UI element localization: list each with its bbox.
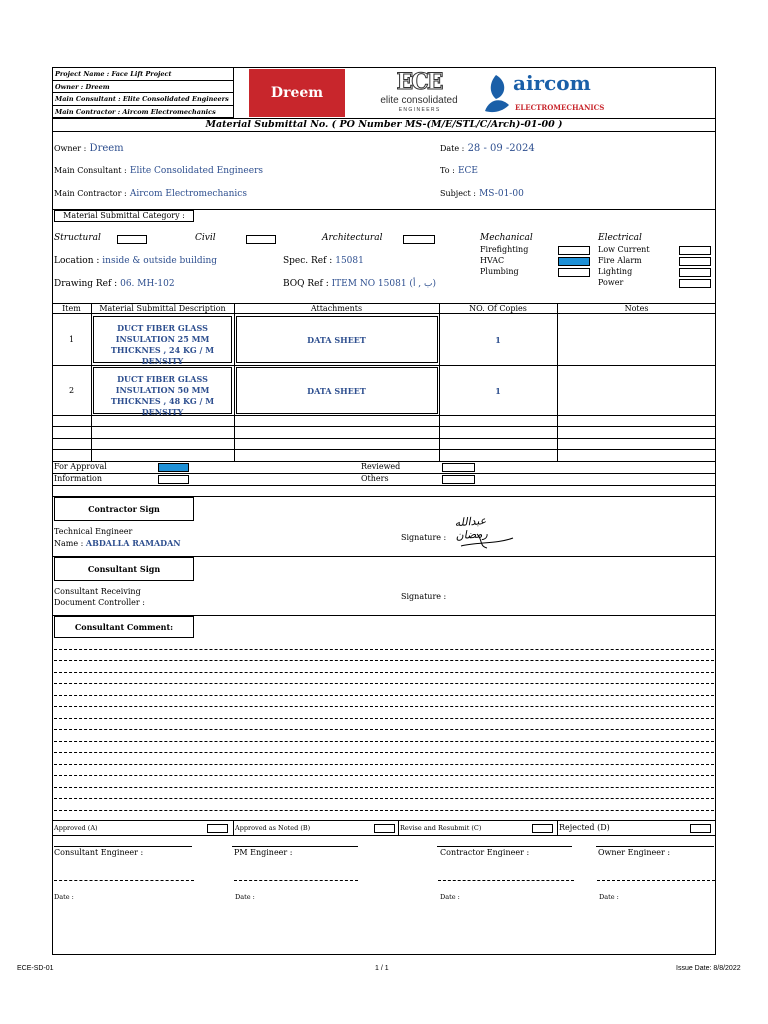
approved-a-label: Approved (A) bbox=[54, 824, 98, 832]
consultant-receiving-label: Consultant Receiving bbox=[54, 587, 141, 596]
consultant-engineer-sign-line[interactable] bbox=[54, 880, 194, 881]
contractor-label: Main Contractor : bbox=[54, 189, 127, 198]
pm-engineer-label: PM Engineer : bbox=[234, 848, 293, 857]
signature-script: عبدالله رمضان bbox=[454, 514, 489, 543]
ece-logo-line2: E N G I N E E R S bbox=[398, 107, 440, 113]
for-approval-checkbox[interactable] bbox=[158, 463, 189, 472]
structural-label: Structural bbox=[54, 233, 101, 243]
comment-line[interactable] bbox=[54, 775, 714, 776]
architectural-label: Architectural bbox=[322, 233, 383, 243]
civil-label: Civil bbox=[195, 233, 216, 243]
contractor-engineer-label: Contractor Engineer : bbox=[440, 848, 530, 857]
boq-label: BOQ Ref : bbox=[283, 279, 329, 289]
owner-value: Dreem bbox=[89, 143, 124, 154]
approved-noted-label: Approved as Noted (B) bbox=[235, 824, 311, 832]
comment-line[interactable] bbox=[54, 672, 714, 673]
to-value: ECE bbox=[457, 166, 478, 176]
spec-row bbox=[283, 256, 364, 266]
signature-flourish-icon bbox=[457, 530, 517, 552]
date-owner: Date : bbox=[599, 893, 619, 901]
date-value: 28 - 09 -2024 bbox=[467, 143, 535, 154]
fire-alarm-label: Fire Alarm bbox=[598, 256, 642, 265]
date-contractor: Date : bbox=[440, 893, 460, 901]
contractor-signature-label: Signature : bbox=[401, 533, 447, 542]
rejected-checkbox[interactable] bbox=[690, 824, 711, 833]
row1-item: 1 bbox=[68, 335, 75, 344]
th-item: Item bbox=[62, 304, 81, 313]
aircom-logo-text: aircom bbox=[513, 71, 591, 95]
consultant-row bbox=[54, 165, 263, 176]
header-owner: Owner : Dreem bbox=[55, 83, 110, 91]
fire-alarm-checkbox[interactable] bbox=[679, 257, 711, 266]
electrical-label: Electrical bbox=[598, 233, 642, 243]
dreem-logo-text: Dreem bbox=[270, 85, 324, 101]
owner-engineer-sign-line[interactable] bbox=[597, 880, 715, 881]
others-checkbox[interactable] bbox=[442, 475, 475, 484]
header-consultant: Main Consultant : Elite Consolidated Engineers bbox=[55, 95, 229, 103]
row2-attachment: DATA SHEET bbox=[307, 386, 366, 396]
comment-line[interactable] bbox=[54, 695, 714, 696]
spec-value: 15081 bbox=[335, 256, 364, 266]
structural-checkbox[interactable] bbox=[117, 235, 147, 244]
th-copies: NO. Of Copies bbox=[469, 304, 527, 313]
others-label: Others bbox=[361, 474, 389, 483]
aircom-fan-icon bbox=[481, 71, 511, 115]
contractor-signature bbox=[455, 514, 520, 554]
footer-page: 1 / 1 bbox=[375, 965, 389, 972]
for-approval-label: For Approval bbox=[54, 462, 107, 471]
consultant-label: Main Consultant : bbox=[54, 166, 127, 175]
ece-logo-line1: elite consolidated bbox=[380, 95, 458, 106]
location-row bbox=[54, 256, 217, 266]
boq-value: ITEM NO 15081 (ب , أ) bbox=[331, 279, 437, 289]
date-pm: Date : bbox=[235, 893, 255, 901]
owner-label-text: Owner : bbox=[54, 144, 87, 153]
boq-row bbox=[283, 279, 436, 289]
pm-engineer-sign-line[interactable] bbox=[234, 880, 358, 881]
ece-logo-mark: ECE bbox=[396, 69, 442, 95]
comment-line[interactable] bbox=[54, 706, 714, 707]
footer-issue-date: Issue Date: 8/8/2022 bbox=[676, 965, 741, 972]
approved-a-checkbox[interactable] bbox=[207, 824, 228, 833]
document-controller-label: Document Controller : bbox=[54, 598, 145, 607]
dreem-logo bbox=[249, 69, 345, 117]
category-label: Material Submittal Category : bbox=[54, 210, 194, 222]
contractor-name-row bbox=[54, 538, 181, 548]
drawing-value: 06. MH-102 bbox=[120, 279, 175, 289]
revise-resubmit-label: Revise and Resubmit (C) bbox=[400, 824, 482, 832]
owner-engineer-label: Owner Engineer : bbox=[598, 848, 671, 857]
consultant-comment-title: Consultant Comment: bbox=[54, 616, 194, 638]
aircom-logo bbox=[479, 69, 605, 117]
lighting-label: Lighting bbox=[598, 267, 633, 276]
comment-line[interactable] bbox=[54, 810, 714, 811]
comment-line[interactable] bbox=[54, 660, 714, 661]
th-notes: Notes bbox=[624, 304, 649, 313]
architectural-checkbox[interactable] bbox=[403, 235, 435, 244]
subject-value: MS-01-00 bbox=[479, 189, 524, 199]
comment-line[interactable] bbox=[54, 798, 714, 799]
contractor-name-label: Name : bbox=[54, 539, 84, 548]
plumbing-checkbox[interactable] bbox=[558, 268, 590, 277]
subject-label: Subject : bbox=[440, 189, 476, 198]
header-contractor: Main Contractor : Aircom Electromechanics bbox=[55, 108, 216, 116]
spec-label: Spec. Ref : bbox=[283, 256, 333, 266]
row2-item: 2 bbox=[68, 386, 75, 395]
drawing-row bbox=[54, 279, 175, 289]
contractor-engineer-sign-line[interactable] bbox=[438, 880, 574, 881]
plumbing-label: Plumbing bbox=[480, 267, 519, 276]
mechanical-label: Mechanical bbox=[480, 233, 533, 243]
contractor-sign-title: Contractor Sign bbox=[54, 497, 194, 521]
consultant-sign-title: Consultant Sign bbox=[54, 557, 194, 581]
owner-label bbox=[54, 143, 124, 154]
date-row bbox=[440, 143, 535, 154]
contractor-row bbox=[54, 188, 247, 199]
comment-line[interactable] bbox=[54, 718, 714, 719]
hvac-checkbox[interactable] bbox=[558, 257, 590, 266]
rejected-label: Rejected (D) bbox=[559, 823, 610, 832]
civil-checkbox[interactable] bbox=[246, 235, 276, 244]
firefighting-checkbox[interactable] bbox=[558, 246, 590, 255]
firefighting-label: Firefighting bbox=[480, 245, 529, 254]
row2-description: DUCT FIBER GLASS INSULATION 50 MM THICKNES , 48 KG / M DENSITY bbox=[110, 374, 215, 417]
revise-resubmit-checkbox[interactable] bbox=[532, 824, 553, 833]
to-row bbox=[440, 165, 478, 176]
date-label: Date : bbox=[440, 144, 465, 153]
consultant-value: Elite Consolidated Engineers bbox=[129, 166, 263, 176]
comment-line[interactable] bbox=[54, 787, 714, 788]
low-current-checkbox[interactable] bbox=[679, 246, 711, 255]
information-checkbox[interactable] bbox=[158, 475, 189, 484]
comment-line[interactable] bbox=[54, 683, 714, 684]
row1-description: DUCT FIBER GLASS INSULATION 25 MM THICKNES , 24 KG / M DENSITY bbox=[110, 323, 215, 366]
project-name: Project Name : Face Lift Project bbox=[55, 70, 172, 78]
comment-line[interactable] bbox=[54, 741, 714, 742]
comment-line[interactable] bbox=[54, 649, 714, 650]
date-consultant: Date : bbox=[54, 893, 74, 901]
power-label: Power bbox=[598, 278, 624, 287]
information-label: Information bbox=[54, 474, 103, 483]
hvac-label: HVAC bbox=[480, 256, 505, 265]
submittal-title: Material Submittal No. ( PO Number MS-(M/E/STL/C/Arch)-01-00 ) bbox=[205, 119, 563, 130]
drawing-label: Drawing Ref : bbox=[54, 279, 118, 289]
to-label: To : bbox=[440, 166, 455, 175]
location-label: Location : bbox=[54, 256, 100, 266]
reviewed-label: Reviewed bbox=[361, 462, 401, 471]
footer-code: ECE-SD-01 bbox=[17, 965, 54, 972]
row1-attachment: DATA SHEET bbox=[307, 335, 366, 345]
consultant-signature-label: Signature : bbox=[401, 592, 447, 601]
th-attachments: Attachments bbox=[310, 304, 363, 313]
th-description: Material Submittal Description bbox=[99, 304, 226, 313]
comment-line[interactable] bbox=[54, 752, 714, 753]
comment-line[interactable] bbox=[54, 729, 714, 730]
reviewed-checkbox[interactable] bbox=[442, 463, 475, 472]
contractor-value: Aircom Electromechanics bbox=[129, 189, 247, 199]
approved-noted-checkbox[interactable] bbox=[374, 824, 395, 833]
row2-copies: 1 bbox=[495, 386, 501, 396]
row1-copies: 1 bbox=[495, 335, 501, 345]
comment-line[interactable] bbox=[54, 764, 714, 765]
low-current-label: Low Current bbox=[598, 245, 650, 254]
power-checkbox[interactable] bbox=[679, 279, 711, 288]
technical-engineer-label: Technical Engineer bbox=[54, 527, 133, 536]
lighting-checkbox[interactable] bbox=[679, 268, 711, 277]
consultant-engineer-label: Consultant Engineer : bbox=[54, 848, 144, 857]
aircom-logo-sub: ELECTROMECHANICS bbox=[515, 103, 605, 112]
contractor-name-value: ABDALLA RAMADAN bbox=[85, 538, 181, 548]
ece-logo bbox=[360, 69, 478, 117]
location-value: inside & outside building bbox=[102, 256, 218, 266]
subject-row bbox=[440, 188, 524, 199]
